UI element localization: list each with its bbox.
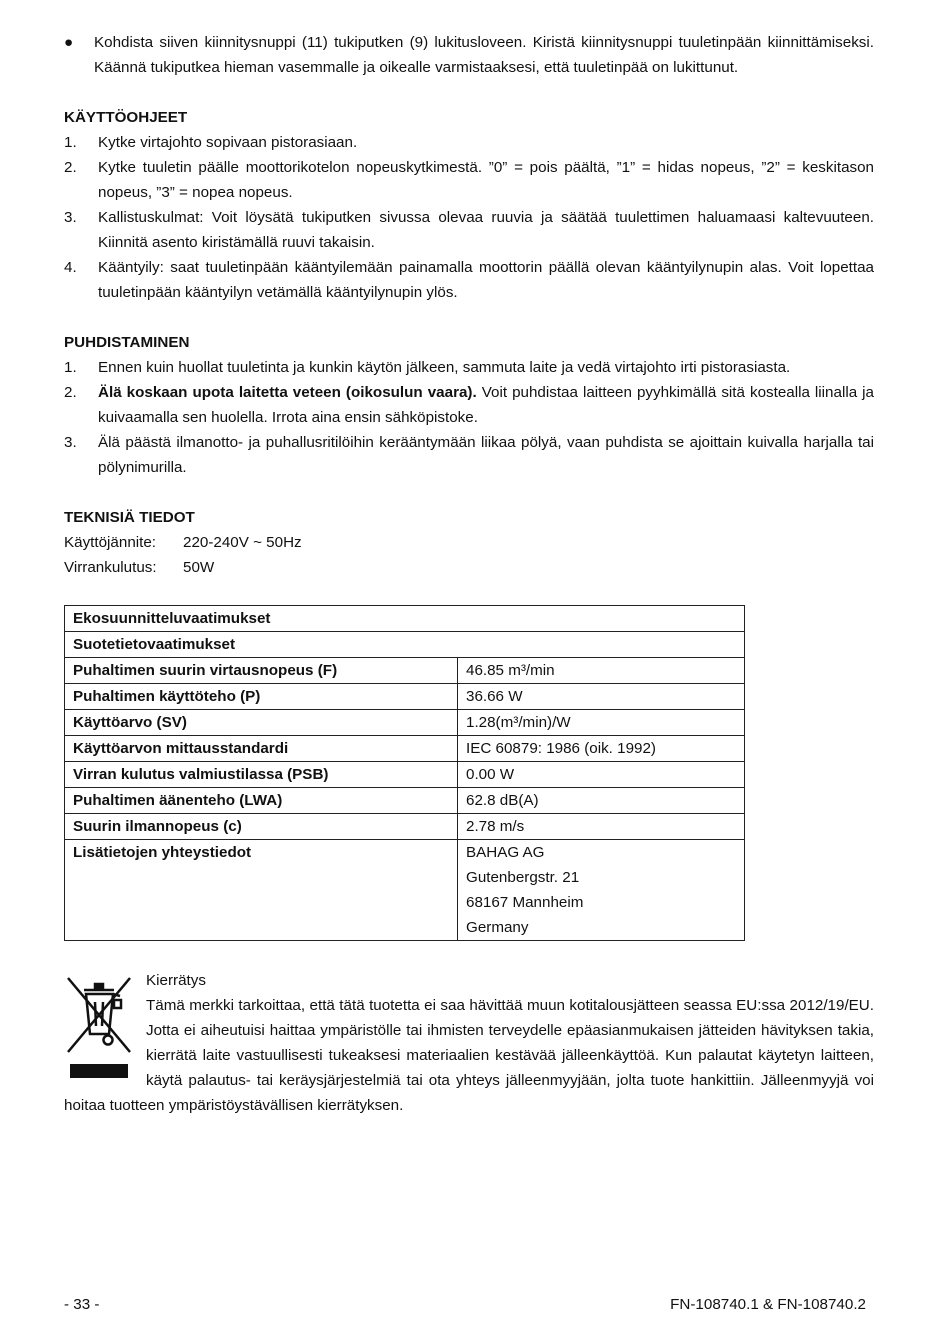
table-row: [65, 684, 745, 710]
table-value: 1.28(m³/min)/W: [458, 710, 745, 736]
cleaning-heading: PUHDISTAMINEN: [64, 334, 190, 351]
table-header: Ekosuunnitteluvaatimukset: [65, 606, 745, 632]
table-value: 46.85 m³/min: [458, 658, 745, 684]
contact-cell: [458, 840, 745, 941]
list-number: 2.: [64, 384, 77, 401]
list-item: [64, 205, 874, 255]
spec-value: 220-240V ~ 50Hz: [183, 534, 302, 551]
list-text: Ennen kuin huollat tuuletinta ja kunkin käytön jälkeen, sammuta laite ja vedä virtajohto irti pistorasiasta.: [98, 359, 791, 376]
crossed-out-wheelie-bin-icon: [64, 970, 134, 1080]
list-number: 1.: [64, 359, 77, 376]
table-row: [65, 814, 745, 840]
list-text: Älä päästä ilmanotto- ja puhallusritilöihin kerääntymään liikaa pölyä, vaan puhdista se ajoittain kuivalla harjalla tai pölynimurilla.: [98, 434, 874, 476]
list-number: 3.: [64, 209, 77, 226]
spec-row-voltage: [64, 530, 874, 555]
recycling-title: Kierrätys: [146, 972, 206, 989]
usage-list: [64, 130, 874, 305]
table-value: 62.8 dB(A): [458, 788, 745, 814]
table-value: 36.66 W: [458, 684, 745, 710]
table-value: 2.78 m/s: [458, 814, 745, 840]
model-number: FN-108740.1 & FN-108740.2: [670, 1296, 866, 1313]
warning-text: Älä koskaan upota laitetta veteen (oikosulun vaara).: [98, 384, 477, 401]
table-key: Suurin ilmannopeus (c): [65, 814, 458, 840]
list-item: [64, 155, 874, 205]
table-key: Puhaltimen suurin virtausnopeus (F): [65, 658, 458, 684]
contact-line: Gutenbergstr. 21: [466, 869, 580, 886]
cleaning-list: [64, 355, 874, 480]
intro-bullet: [64, 30, 874, 80]
list-item: [64, 255, 874, 305]
list-number: 4.: [64, 259, 77, 276]
page-number: - 33 -: [64, 1296, 100, 1313]
list-item: [64, 430, 874, 480]
spec-label: Virrankulutus:: [64, 559, 157, 576]
table-row: [65, 658, 745, 684]
document-page: [64, 30, 874, 1118]
spec-value: 50W: [183, 559, 215, 576]
table-value: IEC 60879: 1986 (oik. 1992): [458, 736, 745, 762]
page-footer: [64, 1292, 866, 1317]
table-key: Puhaltimen käyttöteho (P): [65, 684, 458, 710]
list-text: [98, 380, 874, 430]
tech-heading: TEKNISIÄ TIEDOT: [64, 509, 195, 526]
list-text: Kytke virtajohto sopivaan pistorasiaan.: [98, 134, 358, 151]
contact-line: BAHAG AG: [466, 844, 545, 861]
table-key: Lisätietojen yhteystiedot: [65, 840, 458, 941]
usage-heading: KÄYTTÖOHJEET: [64, 109, 188, 126]
list-text: Kallistuskulmat: Voit löysätä tukiputken sivussa olevaa ruuvia ja säätää tuulettimen haluamaasi kaltevuuteen. Kiinnitä asento kiristämällä ruuvi takaisin.: [98, 209, 874, 251]
list-number: 1.: [64, 134, 77, 151]
list-number: 3.: [64, 434, 77, 451]
list-item: [64, 355, 874, 380]
list-number: 2.: [64, 159, 77, 176]
spec-label: Käyttöjännite:: [64, 534, 157, 551]
bullet-mark: ●: [64, 34, 74, 51]
intro-bullet-text: Kohdista siiven kiinnitysnuppi (11) tukiputken (9) lukitusloveen. Kiristä kiinnitysnuppi tuuletinpään kiinnittämiseksi. Käännä tukiputkea hieman vasemmalle ja oikealle varmistaaksesi, että tuuletinpää on lukittunut.: [94, 34, 874, 76]
table-key: Puhaltimen äänenteho (LWA): [65, 788, 458, 814]
table-row: [65, 736, 745, 762]
table-row: [65, 762, 745, 788]
table-row: [65, 710, 745, 736]
spec-row-power: [64, 555, 874, 580]
table-value: 0.00 W: [458, 762, 745, 788]
contact-line: Germany: [466, 919, 529, 936]
list-item: [64, 130, 874, 155]
list-item: [64, 380, 874, 430]
recycling-section: [64, 968, 874, 1118]
table-row: [65, 606, 745, 632]
table-row: [65, 788, 745, 814]
table-row: [65, 840, 745, 941]
list-text-rest: Voit puhdistaa laitteen pyyhkimällä sitä kostealla liinalla ja kuivaamalla sen huolella. Irrota aina ensin sähköpistoke.: [98, 384, 874, 426]
list-text: Kääntyily: saat tuuletinpään kääntyilemään painamalla moottorin päällä olevan kääntyilynupin alas. Voit lopettaa tuuletinpään kääntyilyn vetämällä kääntyilynupin ylös.: [98, 259, 874, 301]
table-key: Käyttöarvon mittausstandardi: [65, 736, 458, 762]
table-key: Käyttöarvo (SV): [65, 710, 458, 736]
recycling-text: Tämä merkki tarkoittaa, että tätä tuotetta ei saa hävittää muun kotitalousjätteen seassa EU:ssa 2012/19/EU. Jotta ei aiheutuisi haittaa ympäristölle tai ihmisten terveydelle epäasianmukaisen jätteiden hävityksen takia, kierrätä laite vastuullisesti tukeaksesi materiaalien kestävää jälleenkäyttöä. Kun palautat käytetyn laitteen, käytä palautus- tai keräysjärjestelmiä tai ota yhteys jälleenmyyjään, jolta tuote hankittiin. Jälleenmyyjä voi hoitaa tuotteen ympäristöystävällisen kierrätyksen.: [64, 997, 874, 1114]
list-text: Kytke tuuletin päälle moottorikotelon nopeuskytkimestä. ”0” = pois päältä, ”1” = hidas nopeus, ”2” = keskitason nopeus, ”3” = nopea nopeus.: [98, 159, 874, 201]
contact-line: 68167 Mannheim: [466, 894, 584, 911]
table-subheader: Suotetietovaatimukset: [65, 632, 745, 658]
table-key: Virran kulutus valmiustilassa (PSB): [65, 762, 458, 788]
ecodesign-table: [64, 605, 745, 941]
table-row: [65, 632, 745, 658]
